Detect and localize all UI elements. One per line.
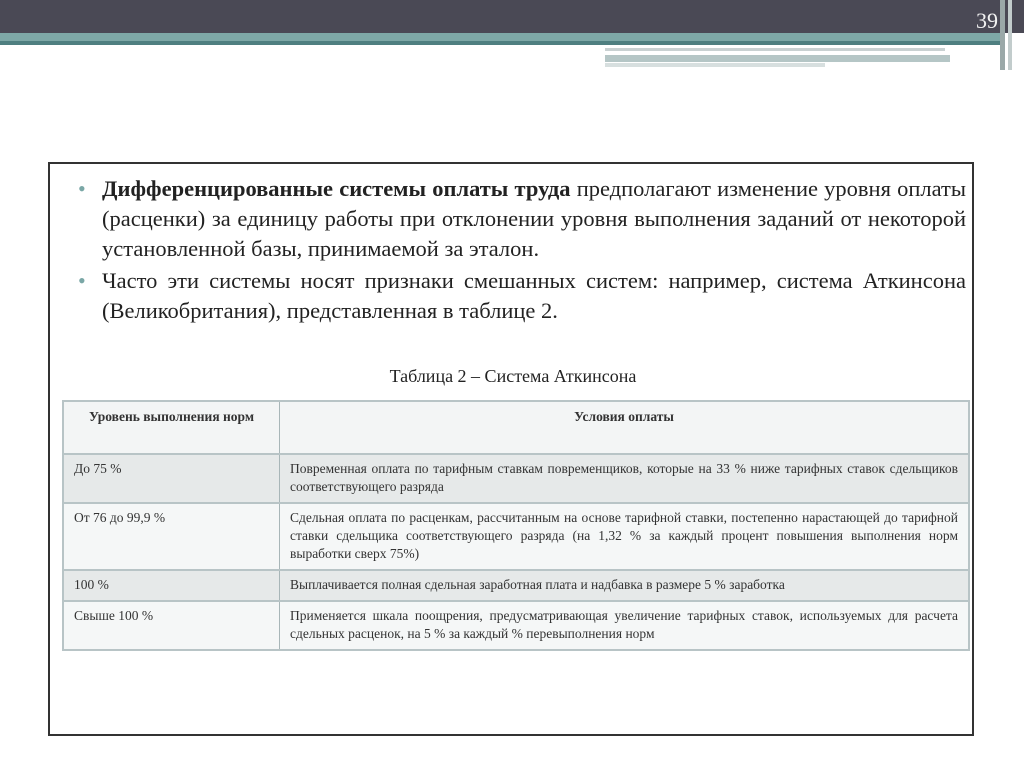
table-row: [63, 570, 969, 601]
bullet-bold-text: Дифференцированные системы оплаты труда: [102, 176, 571, 201]
bullet-list: [78, 174, 966, 328]
table-cell-level: До 75 %: [63, 454, 280, 503]
table-cell-level: Свыше 100 %: [63, 601, 280, 650]
header-accent-stripe-dark: [0, 41, 1000, 45]
decorative-frame: [1000, 0, 1005, 70]
header-accent-stripe: [0, 33, 1000, 41]
table-row: [63, 601, 969, 650]
atkinson-table: [62, 400, 970, 651]
table-row: [63, 454, 969, 503]
table-header-row: [63, 401, 969, 454]
header-bar: [0, 0, 1024, 33]
decorative-line: [605, 48, 945, 51]
table-row: [63, 503, 969, 570]
table-cell-level: От 76 до 99,9 %: [63, 503, 280, 570]
decorative-line: [605, 55, 950, 62]
content-box: [48, 162, 974, 736]
table-cell-conditions: Применяется шкала поощрения, предусматривающая увеличение тарифных ставок, используемых для расчета сдельных расценок, на 5 % за каждый % перевыполнения норм: [280, 601, 970, 650]
column-header-conditions: Условия оплаты: [280, 401, 970, 454]
table-cell-conditions: Повременная оплата по тарифным ставкам повременщиков, которые на 33 % ниже тарифных ставок сдельщиков соответствующего разряда: [280, 454, 970, 503]
table-cell-level: 100 %: [63, 570, 280, 601]
slide-number: 39: [976, 8, 998, 33]
column-header-level: Уровень выполнения норм: [63, 401, 280, 454]
decorative-frame: [1008, 0, 1012, 70]
decorative-line: [605, 63, 825, 67]
bullet-dot-icon: •: [78, 176, 86, 201]
table-cell-conditions: Выплачивается полная сдельная заработная плата и надбавка в размере 5 % заработка: [280, 570, 970, 601]
table-cell-conditions: Сдельная оплата по расценкам, рассчитанным на основе тарифной ставки, постепенно нарастающей до тарифной ставки сдельщика соответствующего разряда (на 1,32 % за каждый процент повышения выполнения норм выработки сверх 75%): [280, 503, 970, 570]
bullet-text: Часто эти системы носят признаки смешанных систем: например, система Аткинсона (Великобритания), представленная в таблице 2.: [102, 268, 966, 323]
bullet-text: предполагают изменение уровня оплаты (расценки) за единицу работы при отклонении уровня выполнения заданий от некоторой установленной базы, принимаемой за эталон.: [102, 176, 966, 261]
bullet-item: [78, 174, 966, 264]
bullet-item: [78, 266, 966, 326]
bullet-dot-icon: •: [78, 268, 86, 293]
table-caption: Таблица 2 – Система Аткинсона: [389, 366, 637, 386]
